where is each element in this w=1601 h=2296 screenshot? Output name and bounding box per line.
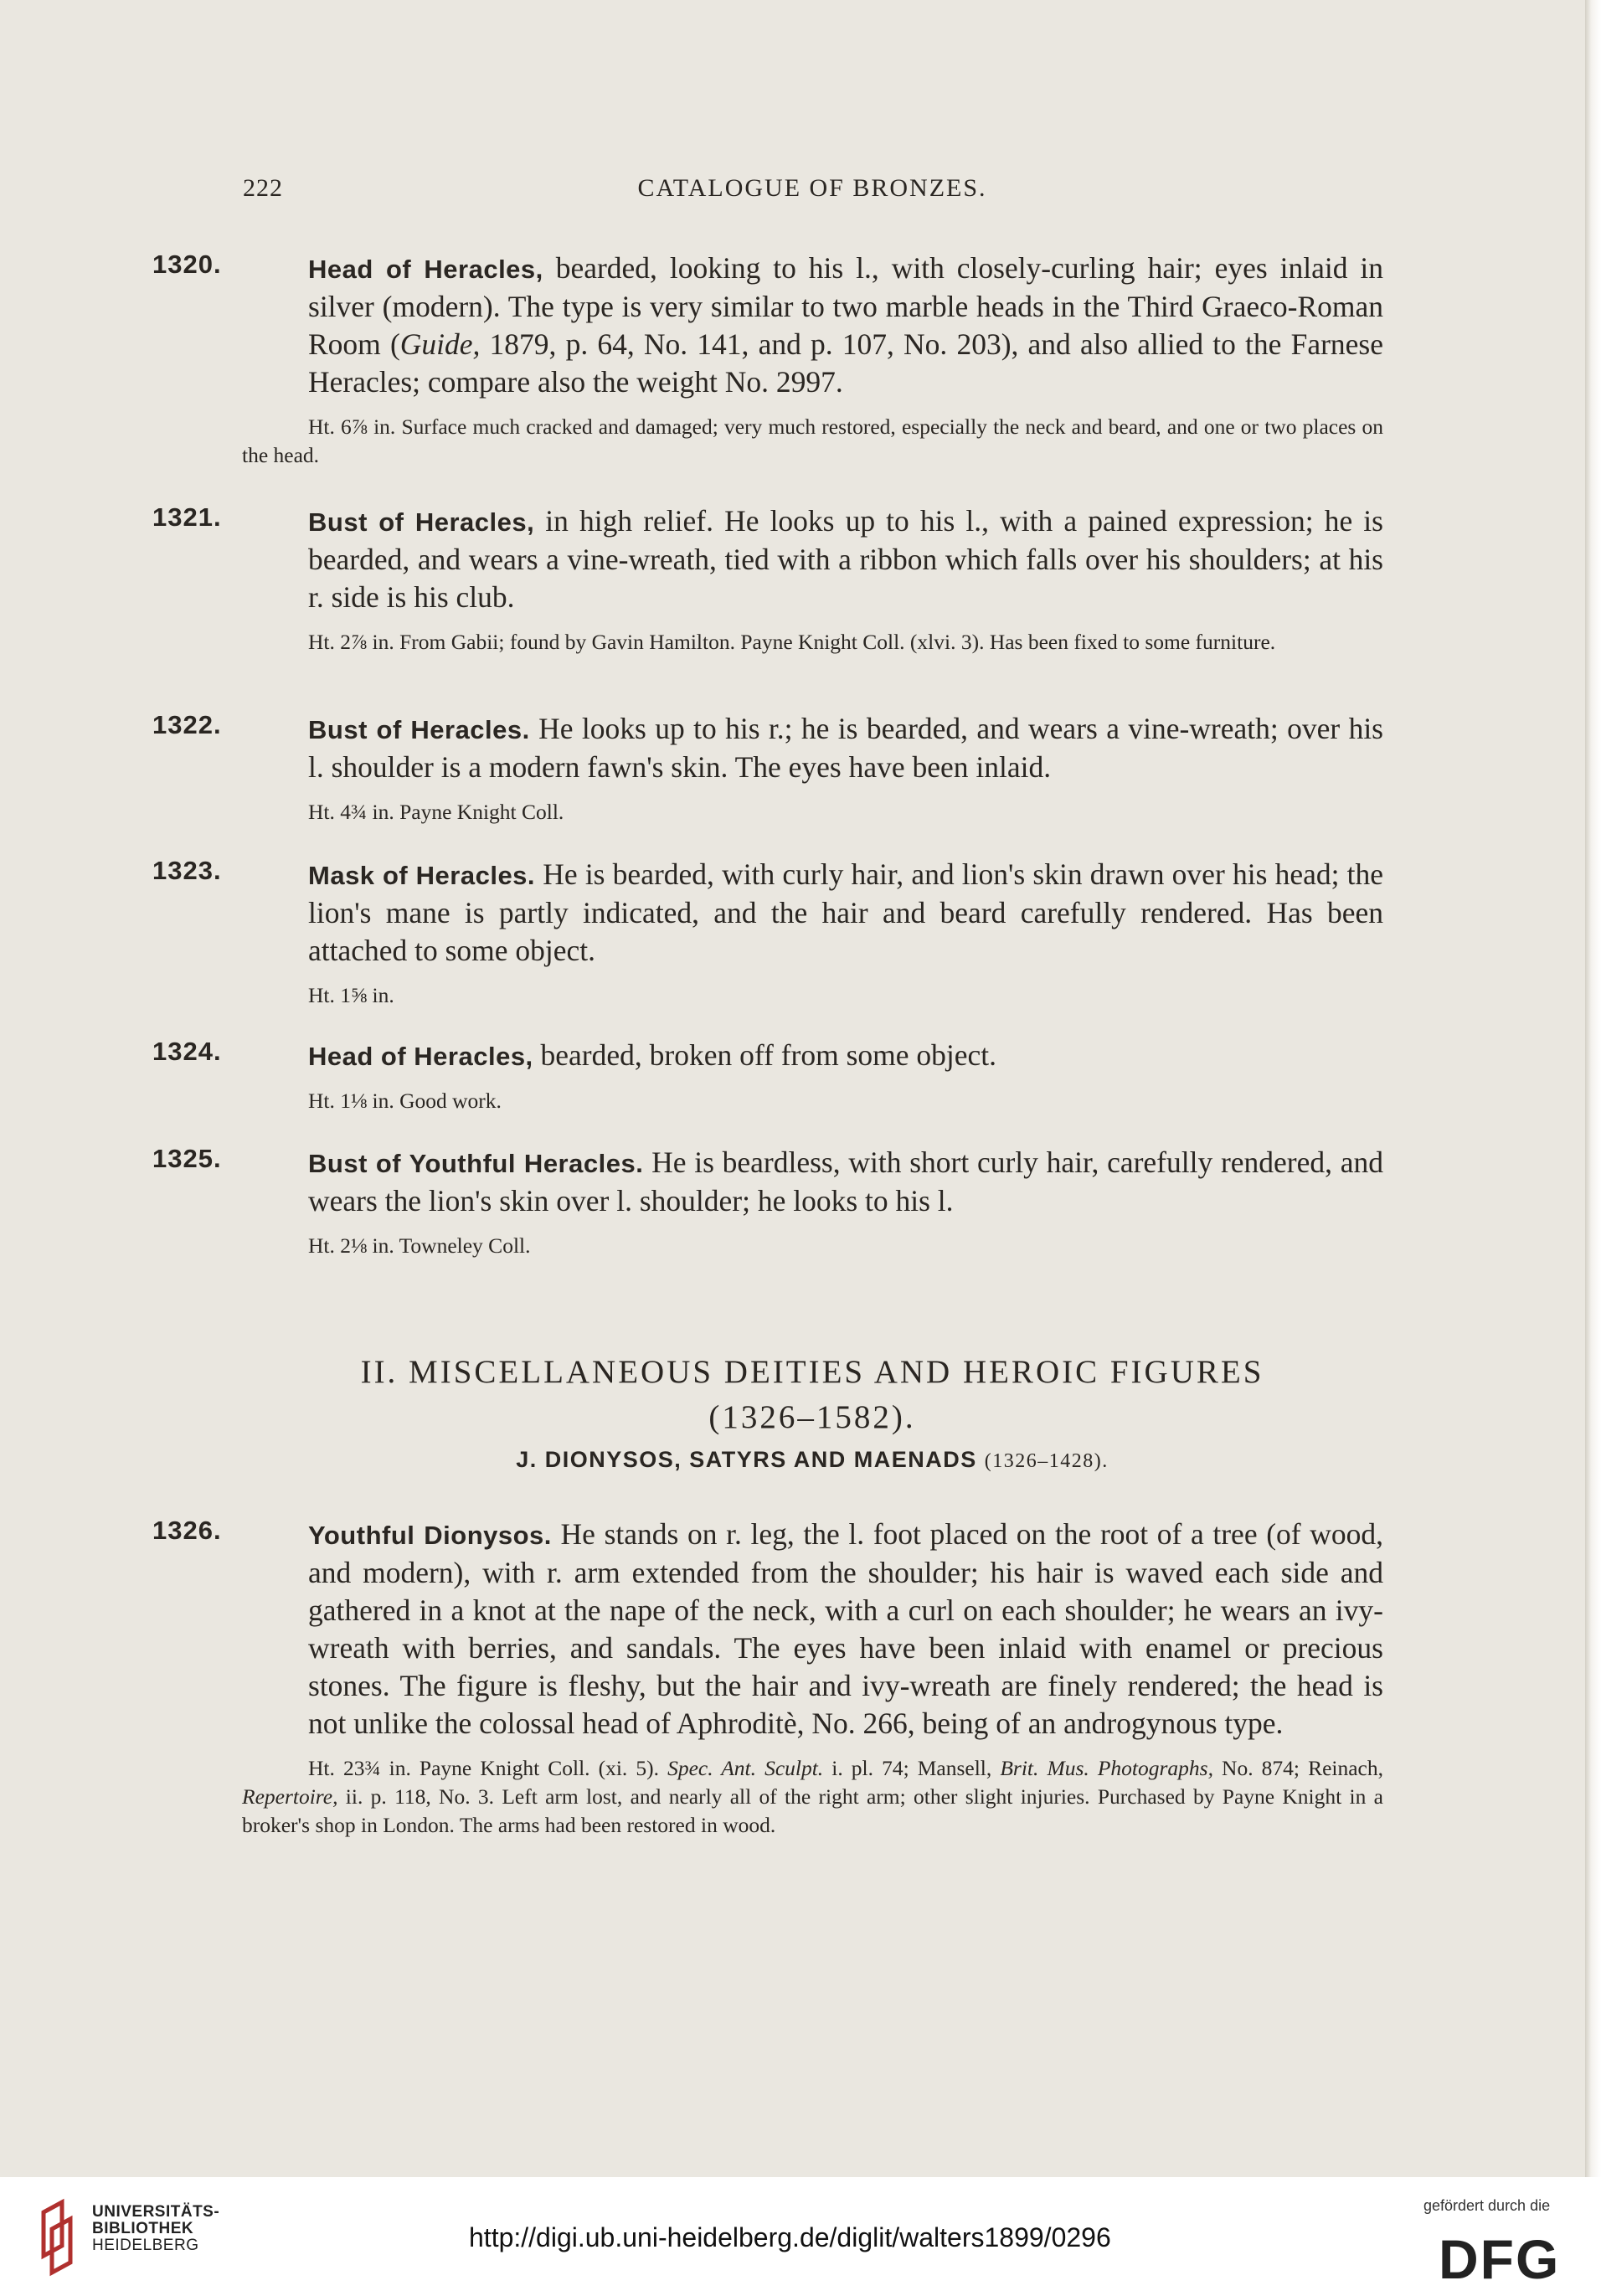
entry-number: 1320. [152,250,222,279]
page-edge [1585,0,1601,2177]
catalogue-entry [152,856,1383,1010]
entry-note: Ht. 2⅞ in. From Gabii; found by Gavin Hamilton. Payne Knight Coll. (xlvi. 3). Has been fixed to some furniture. [308,630,1276,654]
entry-title: Youthful Dionysos. [308,1521,552,1550]
entry-number: 1324. [152,1037,222,1066]
funding-note: gefördert durch die [1423,2197,1551,2214]
entry-text: bearded, looking to his l., with closely-curling hair; eyes inlaid in silver (modern). The type is very similar to two marble heads in the Third Graeco-Roman Room ( [308,251,1383,361]
entry-citation: Repertoire, [242,1784,338,1809]
entry-title: Bust of Heracles. [308,715,530,744]
entry-number: 1322. [152,710,222,739]
entry-description [242,710,1383,786]
section-heading [243,1350,1382,1440]
entry-description [242,1144,1383,1220]
entry-title: Bust of Youthful Heracles. [308,1149,644,1178]
subsection-heading [243,1447,1382,1473]
running-head [243,174,1382,208]
page-number: 222 [243,174,283,202]
entry-note: Ht. 23¾ in. Payne Knight Coll. (xi. 5). Spec. Ant. Sculpt. i. pl. 74; Mansell, Brit. Mus. Photographs, No. 874; Reinach, Repertoire, ii. p. 118, No. 3. Left arm lost, and nearly all of the right arm; other slight injuries. Purchased by Payne Knight in a broker's shop in London. The arms had been restored in wood. [242,1756,1383,1837]
entry-description [242,250,1383,401]
catalogue-entry [152,1144,1383,1260]
entry-text: 1879, p. 64, No. 141, and p. 107, No. 203), and also allied to the Farnese Heracles; compare also the weight No. 2997. [308,327,1383,399]
catalogue-entry [152,502,1383,656]
entry-description [242,856,1383,970]
library-name: UNIVERSITÄTS- BIBLIOTHEK HEIDELBERG [92,2203,220,2254]
catalogue-entry [152,250,1383,470]
catalogue-entry [152,710,1383,826]
entry-description [242,1516,1383,1743]
entry-number: 1326. [152,1516,222,1545]
dfg-logo: DFG [1439,2228,1561,2290]
entry-number: 1321. [152,502,222,532]
catalogue-entry [152,1037,1383,1115]
running-title: CATALOGUE OF BRONZES. [637,174,987,202]
entry-number: 1325. [152,1144,222,1173]
entry-note: Ht. 1⅝ in. [308,983,394,1007]
entry-note: Ht. 2⅛ in. Towneley Coll. [308,1233,531,1258]
entry-text: He is bearded, with curly hair, and lion's skin drawn over his head; the lion's mane is partly indicated, and the hair and beard carefully rendered. Has been attached to some object. [308,857,1383,967]
digitization-footer [0,2177,1601,2296]
entry-note: Ht. 1⅛ in. Good work. [308,1089,502,1113]
entry-note: Ht. 6⅞ in. Surface much cracked and damaged; very much restored, especially the neck and beard, and one or two places on the head. [242,414,1383,467]
subsection-range: (1326–1428). [984,1450,1109,1472]
entry-description [242,1037,1383,1075]
entry-title: Head of Heracles, [308,255,543,284]
subsection-title: J. DIONYSOS, SATYRS AND MAENADS [516,1447,977,1472]
library-logo-icon [37,2196,87,2279]
entry-title: Bust of Heracles, [308,507,535,537]
entry-text: He stands on r. leg, the l. foot placed on the root of a tree (of wood, and modern), with r. arm extended from the shoulder; his hair is waved each side and gathered in a knot at the nape of the neck, with a curl on each shoulder; he wears an ivy-wreath with berries, and sandals. The eyes have been inlaid with enamel or precious stones. The figure is fleshy, but the hair and ivy-wreath are finely rendered; the head is not unlike the colossal head of Aphroditè, No. 266, being of an androgynous type. [308,1517,1383,1740]
catalogue-entry [152,1516,1383,1840]
entry-citation: Brit. Mus. Photographs, [1000,1756,1213,1780]
entry-text: He looks up to his r.; he is bearded, and wears a vine-wreath; over his l. shoulder is a modern fawn's skin. The eyes have been inlaid. [308,712,1383,784]
entry-citation: Spec. Ant. Sculpt. [667,1756,824,1780]
entry-note: Ht. 4¾ in. Payne Knight Coll. [308,800,564,824]
section-range: (1326–1582). [708,1399,916,1435]
section-title: II. MISCELLANEOUS DEITIES AND HEROIC FIGURES [360,1354,1264,1390]
entry-title: Mask of Heracles. [308,861,536,890]
entry-text: in high relief. He looks up to his l., with a pained expression; he is bearded, and wears a vine-wreath, tied with a ribbon which falls over his shoulders; at his r. side is his club. [308,504,1383,614]
entry-description [242,502,1383,616]
entry-number: 1323. [152,856,222,885]
entry-citation: Guide, [399,327,481,361]
entry-text: bearded, broken off from some object. [533,1038,997,1072]
permalink-link[interactable]: http://digi.ub.uni-heidelberg.de/diglit/walters1899/0296 [469,2222,1111,2252]
entry-text: He is beardless, with short curly hair, carefully rendered, and wears the lion's skin over l. shoulder; he looks to his l. [308,1145,1384,1217]
entry-title: Head of Heracles, [308,1042,533,1071]
